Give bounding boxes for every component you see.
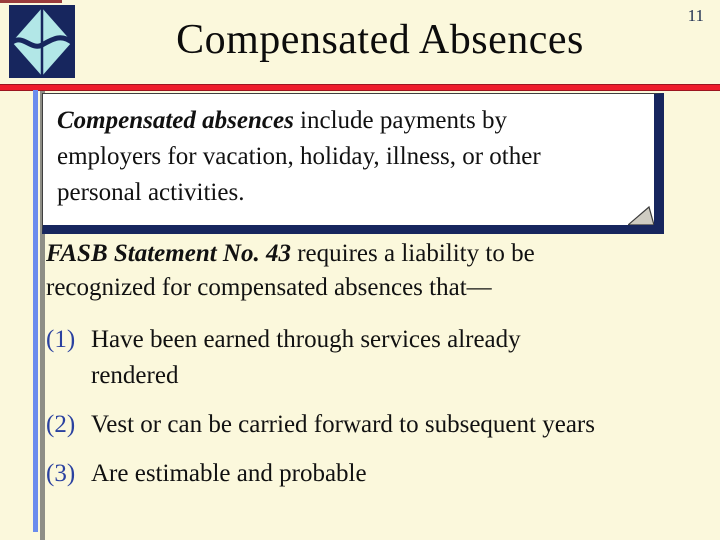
list-item-number: (3)	[46, 460, 76, 487]
statement-line-2: recognized for compensated absences that—	[46, 274, 492, 301]
definition-line-1: Compensated absences include payments by	[57, 107, 507, 134]
definition-lead: Compensated absences	[57, 107, 294, 134]
definition-text	[43, 94, 654, 211]
definition-callout-box	[42, 93, 664, 234]
list-item	[46, 322, 676, 394]
left-blue-stripe	[33, 90, 38, 532]
list-item	[46, 407, 676, 443]
statement-line-1: FASB Statement No. 43 requires a liability to be	[46, 240, 535, 267]
title-divider-line	[0, 84, 720, 91]
top-left-red-sliver	[0, 0, 62, 3]
definition-line-2: employers for vacation, holiday, illness, or other	[57, 143, 541, 170]
criteria-list	[46, 322, 676, 505]
list-item-number: (2)	[46, 411, 76, 438]
fasb-statement-paragraph	[46, 237, 646, 305]
list-item-text: Vest or can be carried forward to subsequent years	[91, 411, 595, 438]
slide-title: Compensated Absences	[176, 17, 584, 63]
definition-line-3: personal activities.	[57, 179, 245, 206]
page-number: 11	[687, 6, 704, 25]
statement-lead: FASB Statement No. 43	[46, 240, 291, 267]
folded-corner-icon	[628, 205, 654, 225]
list-item-text: Are estimable and probable	[91, 460, 367, 487]
diamond-pinwheel-logo-icon	[9, 5, 75, 78]
list-item	[46, 456, 676, 492]
list-item-number: (1)	[46, 326, 76, 353]
list-item-text: Have been earned through services already rendered	[91, 326, 521, 389]
